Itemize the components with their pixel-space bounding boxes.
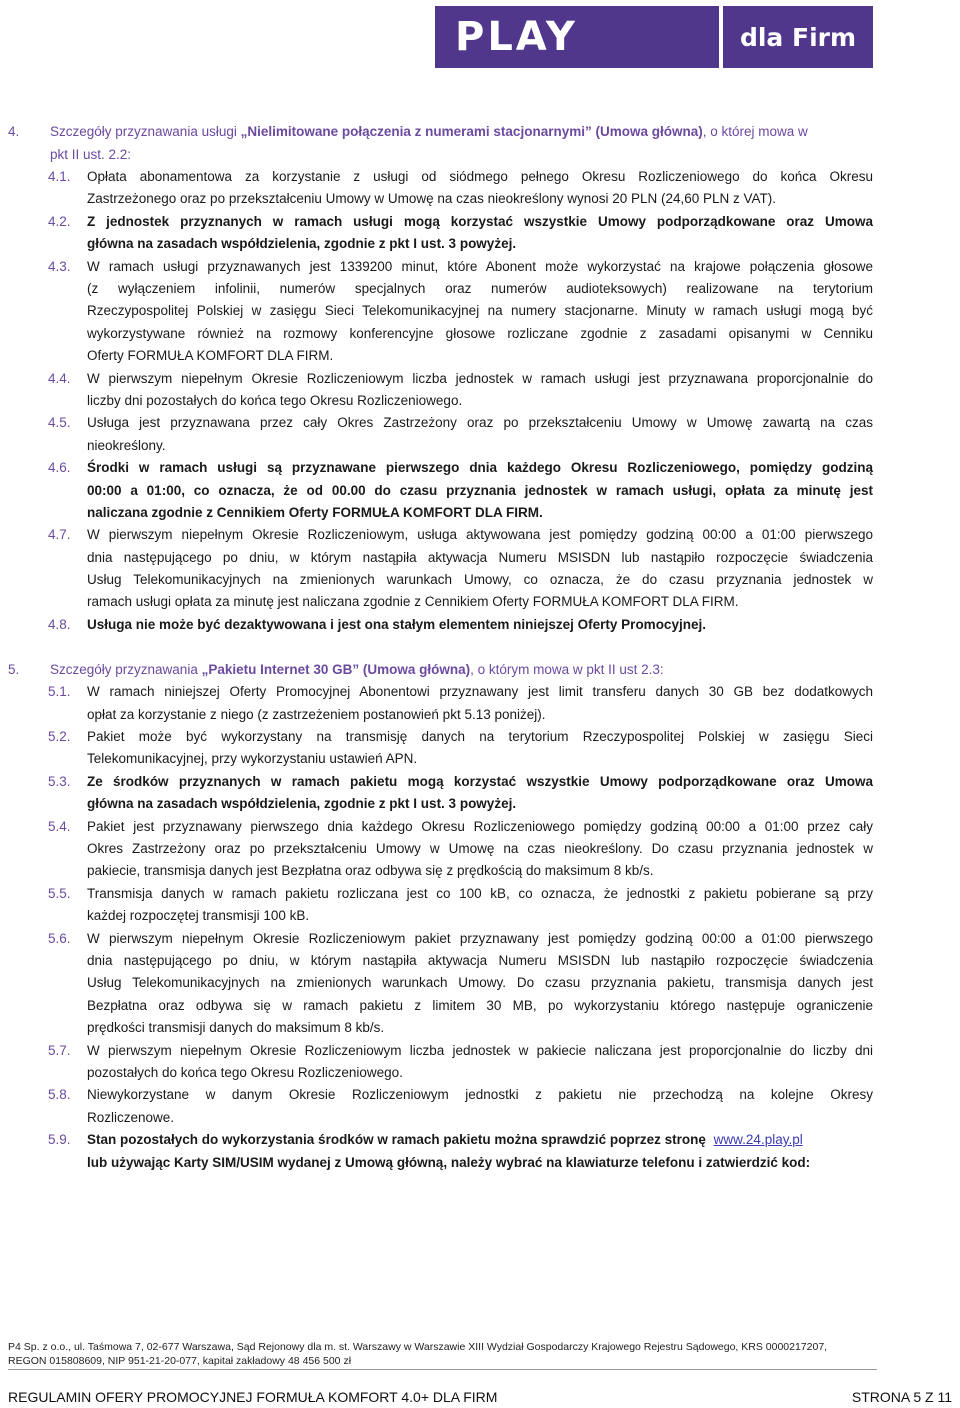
item-5-1-line-2: opłat za korzystanie z niego (z zastrzeżeniem postanowień pkt 5.13 poniżej). — [87, 707, 546, 722]
item-4-6-line-2: 00:00 a 01:00, co oznacza, że od 00.00 do czasu przyznania jednostek w ramach usługi, opłata za minutę jest — [87, 483, 873, 498]
item-4-3-line-3: Rzeczypospolitej Polskiej w zasięgu Sieci Telekomunikacyjnej na numery stacjonarne. Minuty w ramach usługi mogą być — [87, 303, 873, 318]
section-5-title — [50, 660, 664, 680]
logo-firm-text: dla Firm — [723, 6, 873, 68]
item-4-6-number: 4.6. — [48, 460, 71, 475]
item-5-3-line-2: główna na zasadach współdzielenia, zgodnie z pkt I ust. 3 powyżej. — [87, 796, 517, 811]
item-4-3-number: 4.3. — [48, 259, 71, 274]
item-5-2-line-1: Pakiet może być wykorzystany na transmisję danych na terytorium Rzeczypospolitej Polskiej w zasięgu Sieci — [87, 729, 873, 744]
document-title: REGULAMIN OFERY PROMOCYJNEJ FORMUŁA KOMFORT 4.0+ DLA FIRM — [8, 1389, 498, 1405]
item-5-5-line-1: Transmisja danych w ramach pakietu rozliczana jest co 100 kB, co oznacza, że jednostki z pakietu pobierane są przy — [87, 886, 873, 901]
item-5-5-line-2: każdej rozpoczętej transmisji 100 kB. — [87, 908, 310, 923]
section-5-title-b: „Pakietu Internet 30 GB” (Umowa główna) — [201, 662, 471, 677]
item-5-7-number: 5.7. — [48, 1043, 71, 1058]
section-4-title-b: „Nielimitowane połączenia z numerami stacjonarnymi” (Umowa główna) — [240, 124, 703, 139]
item-5-8-line-2: Rozliczenowe. — [87, 1110, 175, 1125]
item-5-8-number: 5.8. — [48, 1087, 71, 1102]
item-4-5-line-2: nieokreślony. — [87, 438, 166, 453]
item-4-3-line-4: wykorzystywane również na rozmowy konferencyjne głosowe rozliczane zgodnie z zasadami opisanymi w Cenniku — [87, 326, 873, 341]
item-5-7-line-2: pozostałych do końca tego Okresu Rozliczeniowego. — [87, 1065, 403, 1080]
item-5-1-line-1: W ramach niniejszej Oferty Promocyjnej Abonentowi przyznawany jest limit transferu danych 30 GB bez dodatkowych — [87, 684, 873, 699]
item-5-6-line-5: prędkości transmisji danych do maksimum 8 kb/s. — [87, 1020, 385, 1035]
item-4-4-number: 4.4. — [48, 371, 71, 386]
footer-divider — [8, 1369, 877, 1370]
item-4-6-line-3: naliczana zgodnie z Cennikiem Oferty FORMUŁA KOMFORT DLA FIRM. — [87, 505, 543, 520]
item-4-4-line-2: liczby dni pozostałych do końca tego Okresu Rozliczeniowego. — [87, 393, 463, 408]
page-number: STRONA 5 Z 11 — [851, 1389, 952, 1405]
item-4-7-line-1: W pierwszym niepełnym Okresie Rozliczeniowym, usługa aktywowana jest pomiędzy godziną 00:00 a 01:00 pierwszego — [87, 527, 873, 542]
section-5-title-a: Szczegóły przyznawania — [50, 662, 202, 677]
item-4-8-line-1: Usługa nie może być dezaktywowana i jest ona stałym elementem niniejszej Oferty Promocyjnej. — [87, 617, 706, 632]
item-5-2-number: 5.2. — [48, 729, 71, 744]
item-4-3-line-5: Oferty FORMUŁA KOMFORT DLA FIRM. — [87, 348, 334, 363]
item-5-3-number: 5.3. — [48, 774, 71, 789]
item-5-9-text: Stan pozostałych do wykorzystania środków w ramach pakietu można sprawdzić poprzez stronę — [87, 1132, 706, 1147]
item-4-1-number: 4.1. — [48, 169, 71, 184]
item-5-7-line-1: W pierwszym niepełnym Okresie Rozliczeniowym liczba jednostek w pakiecie naliczana jest proporcjonalnie do liczby dni — [87, 1043, 873, 1058]
item-4-2-number: 4.2. — [48, 214, 71, 229]
item-5-6-line-4: Bezpłatna oraz odbywa się w ramach pakietu z limitem 30 MB, po wykorzystaniu którego następuje ograniczenie — [87, 998, 873, 1013]
item-5-6-number: 5.6. — [48, 931, 71, 946]
item-5-3-line-1: Ze środków przyznanych w ramach pakietu mogą korzystać wszystkie Umowy podporządkowane oraz Umowa — [87, 774, 873, 789]
item-5-6-line-3: Usług Telekomunikacyjnych na zmienionych warunkach Umowy. Do czasu przyznania pakietu, transmisja danych jest — [87, 975, 873, 990]
section-5-title-c: , o którym mowa w pkt II ust 2.3: — [470, 662, 664, 677]
item-4-1-line-2: Zastrzeżonego oraz po przekształceniu Umowy w Umowę na czas nieokreślony wynosi 20 PLN (24,60 PLN z VAT). — [87, 191, 777, 206]
item-4-6-line-1: Środki w ramach usługi są przyznawane pierwszego dnia każdego Okresu Rozliczeniowego, pomiędzy godziną — [87, 460, 873, 475]
item-4-5-number: 4.5. — [48, 415, 71, 430]
item-4-7-line-3: Usług Telekomunikacyjnych na zmienionych warunkach Umowy, co oznacza, że do czasu przyznania jednostek w — [87, 572, 873, 587]
item-5-4-line-3: pakiecie, transmisja danych jest Bezpłatna oraz odbywa się z prędkością do maksimum 8 kb/s. — [87, 863, 654, 878]
item-4-3-line-1: W ramach usługi przyznawanych jest 1339200 minut, które Abonent może wykorzystać na krajowe połączenia głosowe — [87, 259, 873, 274]
item-5-9-line-2: lub używając Karty SIM/USIM wydanej z Umową główną, należy wybrać na klawiaturze telefonu i zatwierdzić kod: — [87, 1155, 811, 1170]
item-4-4-line-1: W pierwszym niepełnym Okresie Rozliczeniowym liczba jednostek w ramach usługi jest przyznawana proporcjonalnie do — [87, 371, 873, 386]
item-4-7-line-2: dnia następującego po dniu, w którym nastąpiła aktywacja Numeru MSISDN lub nastąpiło rozpoczęcie świadczenia — [87, 550, 873, 565]
company-info-line-1: P4 Sp. z o.o., ul. Taśmowa 7, 02-677 Warszawa, Sąd Rejonowy dla m. st. Warszawy w Warszawie XIII Wydział Gospodarczy Krajowego Rejestru Sądowego, KRS 0000217207, — [8, 1341, 828, 1353]
logo-play-text: PLAY — [435, 6, 719, 68]
section-4-number: 4. — [8, 124, 20, 139]
company-info-line-2: REGON 015808609, NIP 951-21-20-077, kapitał zakładowy 48 456 500 zł — [8, 1355, 352, 1367]
item-4-7-number: 4.7. — [48, 527, 71, 542]
section-4-title-cont: pkt II ust. 2.2: — [50, 147, 132, 162]
section-4-title — [50, 122, 808, 142]
item-4-2-line-1: Z jednostek przyznanych w ramach usługi mogą korzystać wszystkie Umowy podporządkowane oraz Umowa — [87, 214, 873, 229]
play-logo — [435, 6, 873, 68]
item-5-6-line-1: W pierwszym niepełnym Okresie Rozliczeniowym pakiet przyznawany jest pomiędzy godziną 00:00 a 01:00 pierwszego — [87, 931, 873, 946]
item-5-5-number: 5.5. — [48, 886, 71, 901]
item-5-4-line-2: Okres Zastrzeżony oraz po przekształceniu Umowy w Umowę na czas nieokreślony. Do czasu przyznania jednostek w — [87, 841, 873, 856]
item-4-7-line-4: ramach usługi opłata za minutę jest naliczana zgodnie z Cennikiem Oferty FORMUŁA KOMFORT DLA FIRM. — [87, 594, 739, 609]
item-4-1-line-1: Opłata abonamentowa za korzystanie z usługi od siódmego pełnego Okresu Rozliczeniowego do końca Okresu — [87, 169, 873, 184]
play-website-link[interactable]: www.24.play.pl — [713, 1132, 803, 1147]
item-5-2-line-2: Telekomunikacyjnej, przy wykorzystaniu ustawień APN. — [87, 751, 418, 766]
item-4-5-line-1: Usługa jest przyznawana przez cały Okres Zastrzeżony oraz po przekształceniu Umowy w Umowę zawartą na czas — [87, 415, 873, 430]
item-5-9-line-1 — [87, 1130, 803, 1150]
item-4-2-line-2: główna na zasadach współdzielenia, zgodnie z pkt I ust. 3 powyżej. — [87, 236, 517, 251]
section-5-number: 5. — [8, 662, 20, 677]
item-4-3-line-2: (z wyłączeniem infolinii, numerów specjalnych oraz numerów audioteksowych) realizowane na terytorium — [87, 281, 873, 296]
item-4-8-number: 4.8. — [48, 617, 71, 632]
item-5-1-number: 5.1. — [48, 684, 71, 699]
item-5-4-number: 5.4. — [48, 819, 71, 834]
section-4-title-c: , o której mowa w — [702, 124, 808, 139]
item-5-4-line-1: Pakiet jest przyznawany pierwszego dnia każdego Okresu Rozliczeniowego pomiędzy godziną 00:00 a 01:00 przez cały — [87, 819, 873, 834]
section-4-title-a: Szczegóły przyznawania usługi — [50, 124, 241, 139]
item-5-8-line-1: Niewykorzystane w danym Okresie Rozliczeniowym jednostki z pakietu nie przechodzą na kolejne Okresy — [87, 1087, 873, 1102]
item-5-6-line-2: dnia następującego po dniu, w którym nastąpiła aktywacja Numeru MSISDN lub nastąpiło rozpoczęcie świadczenia — [87, 953, 873, 968]
item-5-9-number: 5.9. — [48, 1132, 71, 1147]
